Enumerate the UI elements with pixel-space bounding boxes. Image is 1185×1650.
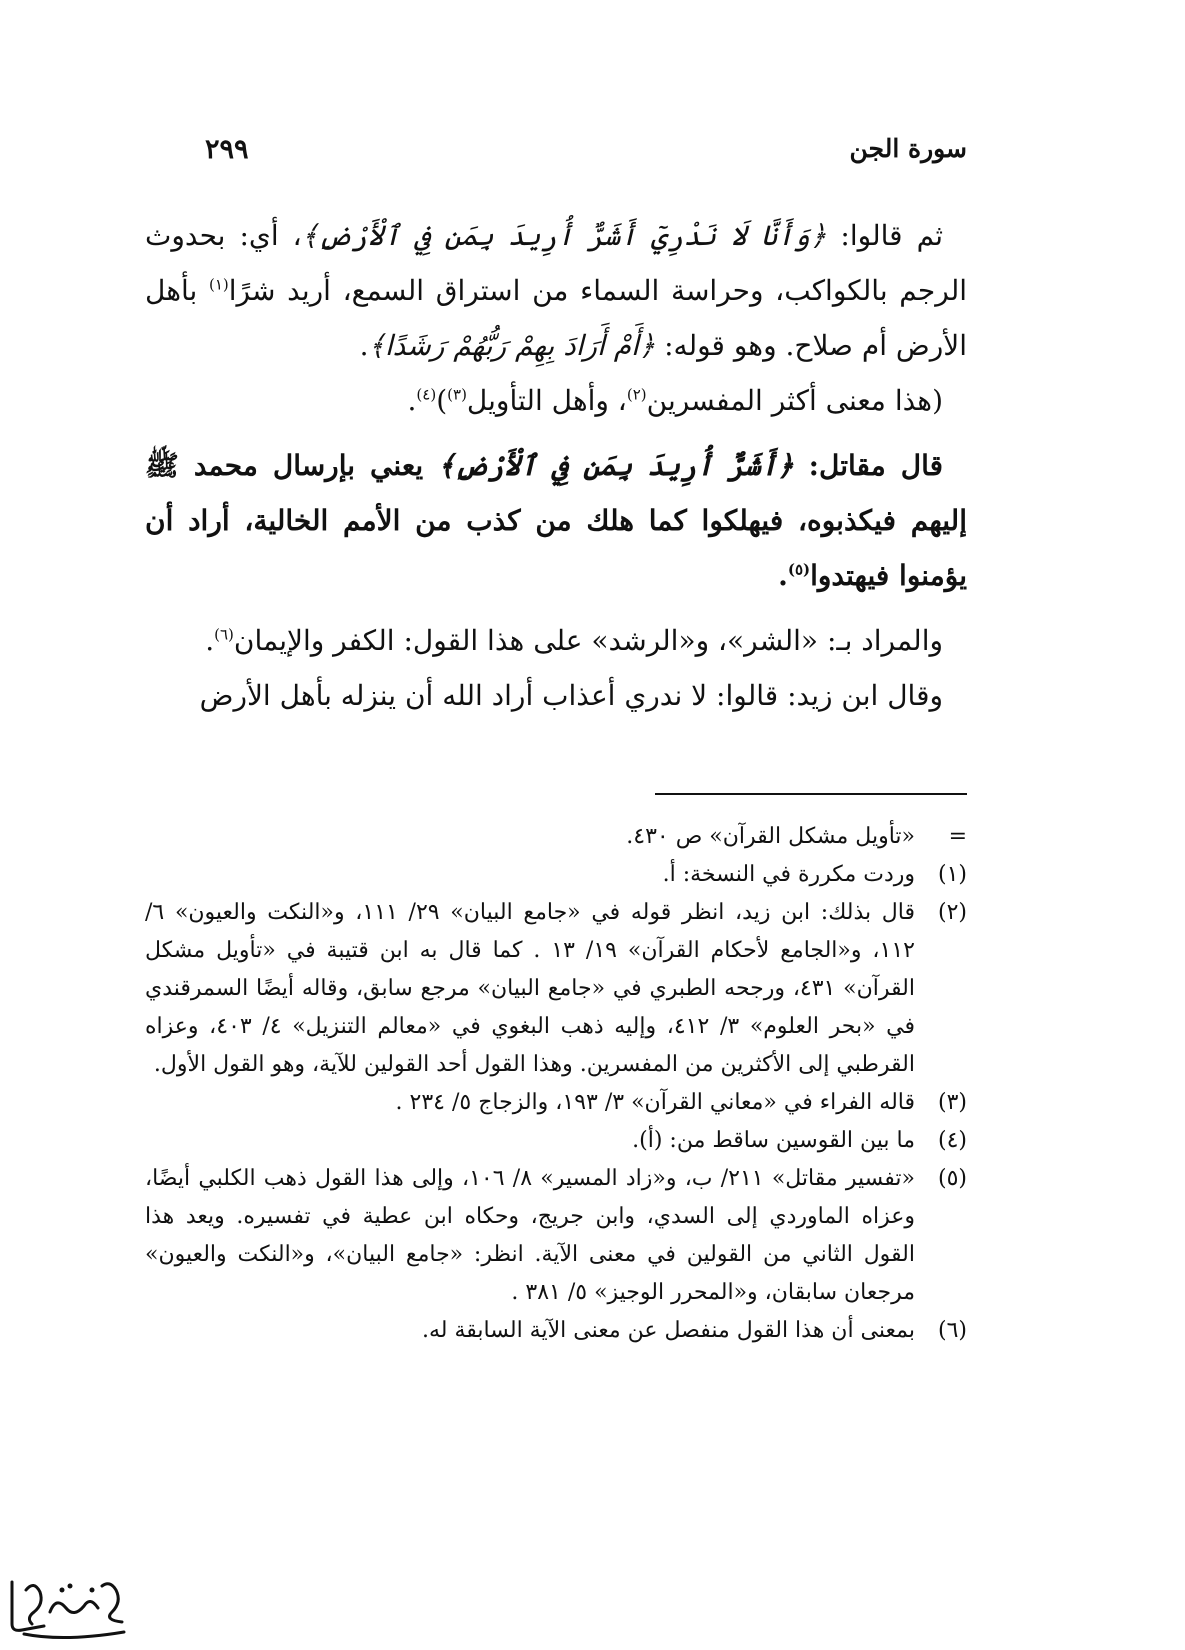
- text-run: .: [359, 329, 369, 362]
- footnote-ref: (٥): [787, 560, 811, 579]
- footnote-ref: (٢): [626, 385, 647, 404]
- page-number: ٢٩٩: [205, 134, 249, 165]
- quran-verse: ﴿وَأَنَّا لَا نَدْرِيٓ أَشَرٌّ أُرِيدَ بِمَن فِي ٱلْأَرْضِ﴾: [301, 219, 827, 252]
- text-run: .: [205, 624, 215, 657]
- text-run: ثم قالوا:: [826, 219, 944, 252]
- text-run: يعني بإرسال محمد ﷺ إليهم فيكذبوه، فيهلكوا كما هلك من كذب من الأمم الخالية، أراد أن يؤمنوا فيهتدوا: [145, 449, 967, 592]
- footnote-mark: (٥): [937, 1166, 967, 1191]
- text-run: .: [778, 559, 788, 592]
- footnote-text: بمعنى أن هذا القول منفصل عن معنى الآية السابقة له.: [422, 1318, 915, 1343]
- footnote-text: قال بذلك: ابن زيد، انظر قوله في «جامع البيان» ٢٩/ ١١١، و«النكت والعيون» ٦/ ١١٢، و«الجامع لأحكام القرآن» ١٩/ ١٣ . كما قال به ابن قتيبة في «تأويل مشكل القرآن» ٤٣١، ورجحه الطبري في «جامع البيان» مرجع سابق، وقاله أيضًا السمرقندي في «بحر العلوم» ٣/ ٤١٢، وإليه ذهب البغوي في «معالم التنزيل» ٤/ ٤٠٣، وعزاه القرطبي إلى الأكثرين من المفسرين. وهذا القول أحد القولين للآية، وهو القول الأول.: [145, 900, 916, 1077]
- footnotes: [145, 818, 967, 1350]
- footnote-ref: (٣): [447, 385, 467, 404]
- paragraph-5: وقال ابن زيد: قالوا: لا ندري أعذاب أراد الله أن ينزله بأهل الأرض: [199, 679, 943, 712]
- paragraph-1: [145, 208, 967, 373]
- paragraph-2: [145, 373, 967, 428]
- footnote-mark: (١): [937, 862, 967, 887]
- page-header: [205, 134, 967, 174]
- footnote-text: ما بين القوسين ساقط من: (أ).: [632, 1128, 915, 1153]
- main-text: [145, 208, 967, 723]
- quran-verse: ﴿أَشَرٌّ أُرِيدَ بِمَن فِي ٱلْأَرْضِ﴾: [438, 449, 794, 482]
- text-run: ، وأهل التأويل: [466, 384, 627, 417]
- footnote: [145, 894, 967, 1084]
- surah-title: سورة الجن: [849, 134, 967, 163]
- footnote: [145, 1122, 967, 1160]
- paragraph-4: [145, 613, 967, 668]
- footnote: [145, 856, 967, 894]
- footnote-separator: [655, 793, 967, 795]
- text-run: بأهل الأرض أم صلاح. وهو قوله:: [145, 274, 967, 362]
- text-run: ، أي: بحدوث الرجم بالكواكب، وحراسة السماء من استراق السمع، أريد شرًا: [145, 219, 968, 307]
- footnote-mark: (٣): [937, 1090, 967, 1115]
- footnote: [145, 818, 967, 856]
- paragraph-3: [145, 438, 967, 603]
- footnote-mark: (٢): [937, 900, 967, 925]
- text-run: والمراد بـ: «الشر»، و«الرشد» على هذا القول: الكفر والإيمان: [233, 624, 943, 657]
- text-run: (هذا معنى أكثر المفسرين: [646, 384, 943, 417]
- footnote-mark: (٤): [937, 1128, 967, 1153]
- footnote-ref: (٤): [416, 385, 437, 404]
- footnote-mark: =: [948, 824, 967, 849]
- footnote-text: قاله الفراء في «معاني القرآن» ٣/ ١٩٣، والزجاج ٥/ ٢٣٤ .: [395, 1090, 915, 1115]
- publisher-logo-icon: [4, 1572, 134, 1644]
- footnote: [145, 1160, 967, 1312]
- footnote-ref: (١): [209, 275, 229, 294]
- footnote-text: «تأويل مشكل القرآن» ص ٤٣٠.: [626, 824, 915, 849]
- text-run: .: [407, 384, 417, 417]
- footnote-text: «تفسير مقاتل» ٢١١/ ب، و«زاد المسير» ٨/ ١٠٦، وإلى هذا القول ذهب الكلبي أيضًا، وعزاه الماوردي إلى السدي، وابن جريج، وحكاه ابن عطية في تفسيره. ويعد هذا القول الثاني من القولين في معنى الآية. انظر: «جامع البيان»، و«النكت والعيون» مرجعان سابقان، و«المحرر الوجيز» ٥/ ٣٨١ .: [145, 1166, 916, 1305]
- footnote-mark: (٦): [937, 1318, 967, 1343]
- text-run: ): [436, 384, 448, 417]
- footnote: [145, 1312, 967, 1350]
- text-run: قال مقاتل:: [793, 449, 943, 482]
- footnote: [145, 1084, 967, 1122]
- quran-verse: ﴿أَمْ أَرَادَ بِهِمْ رَبُّهُمْ رَشَدًا﴾: [368, 329, 656, 362]
- footnote-text: وردت مكررة في النسخة: أ.: [662, 862, 915, 887]
- footnote-ref: (٦): [214, 625, 234, 644]
